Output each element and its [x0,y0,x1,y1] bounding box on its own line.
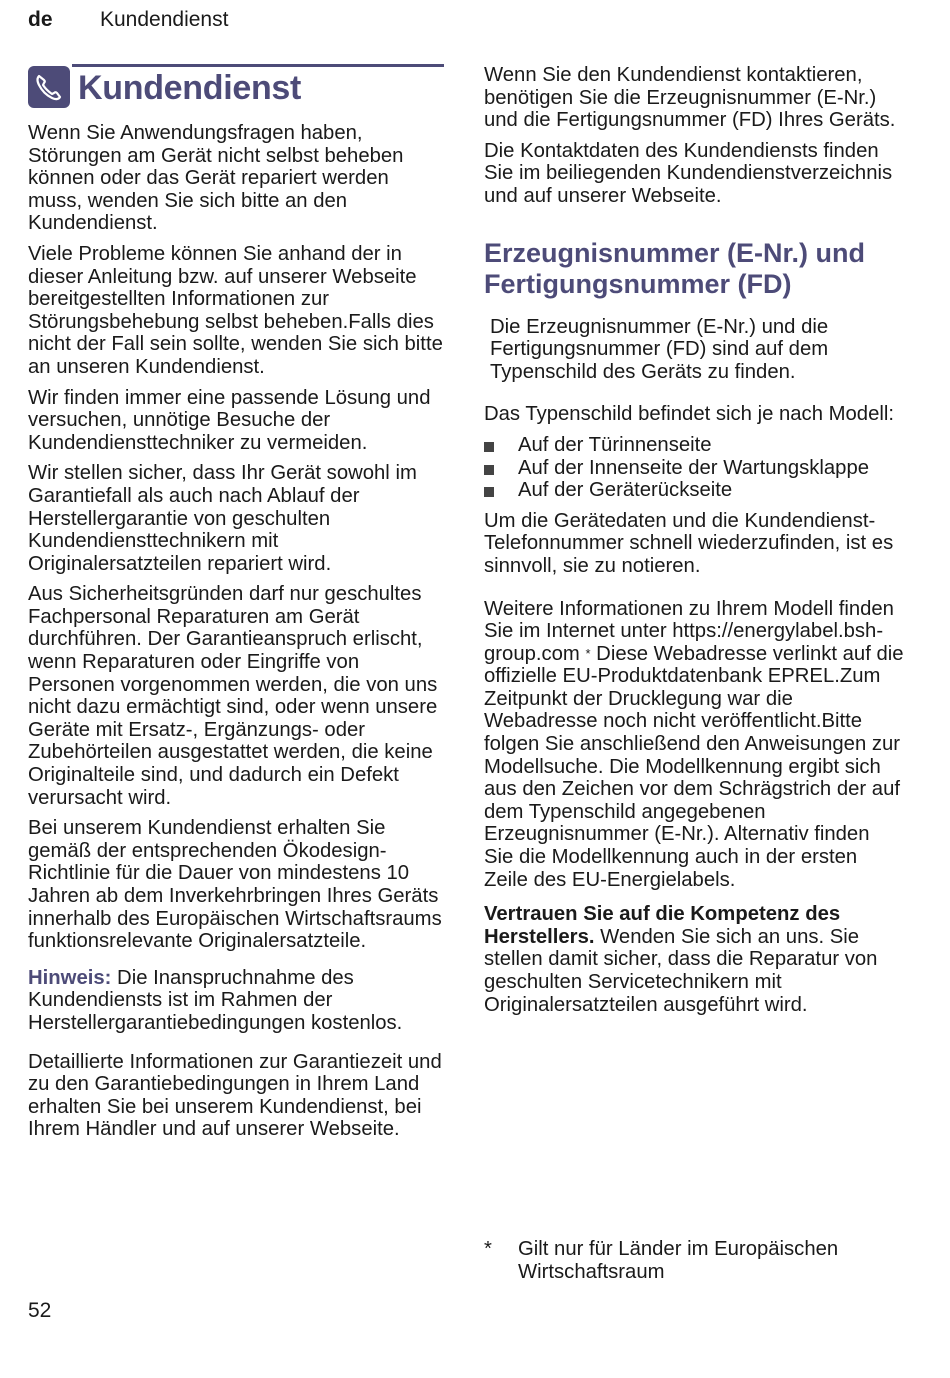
bullet-list [484,434,904,502]
list-item: Auf der Innenseite der Wartungsklappe [484,457,904,480]
paragraph: Die Kontaktdaten des Kundendiensts finden Sie im beiliegenden Kundendienstverzeichnis und auf unserer Webseite. [484,139,893,207]
note-label: Hinweis: [28,966,112,989]
paragraph: Wir stellen sicher, dass Ihr Gerät sowohl im Garantiefall als auch nach Ablauf der Herstellergarantie von geschulten Kundendiensttechnikern mit Originalersatzteilen repariert wird. [28,462,417,575]
header-title: Kundendienst [100,8,229,31]
bullet-square-icon [484,442,494,452]
section-heading [28,69,444,108]
section-title: Kundendienst [78,69,302,107]
note-paragraph [28,967,444,1035]
bullet-square-icon [484,487,494,497]
footnote-marker: * [585,645,591,661]
header-language: de [28,8,53,31]
paragraph: Wir finden immer eine passende Lösung und versuchen, unnötige Besuche der Kundendiensttechniker zu vermeiden. [28,386,431,454]
paragraph: Bei unserem Kundendienst erhalten Sie gemäß der entsprechenden Ökodesign-Richtlinie für die Dauer von mindestens 10 Jahren ab dem Inverkehrbringen Ihres Geräts innerhalb des Europäischen Wirtschaftsraums funktionsrelevante Originalersatzteile. [28,817,442,953]
phone-icon [28,66,70,108]
footnote-star: * [484,1238,492,1260]
paragraph [484,598,904,892]
subsection-title: Erzeugnisnummer (E-Nr.) und Fertigungsnummer (FD) [484,237,866,299]
paragraph: Wenn Sie Anwendungsfragen haben, Störungen am Gerät nicht selbst beheben können oder das Gerät repariert werden muss, wenden Sie sich bitte an den Kundendienst. [28,122,404,235]
paragraph-text: Wenden Sie sich an uns. Sie stellen damit sicher, dass die Reparatur von geschulten Servicetechnikern mit Originalersatzteilen ausgeführt wird. [484,925,878,1016]
paragraph: Das Typenschild befindet sich je nach Modell: [484,403,894,426]
footnote [484,1238,904,1284]
paragraph: Detaillierte Informationen zur Garantiezeit und zu den Garantiebedingungen in Ihrem Land erhalten Sie bei unserem Kundendienst, bei Ihrem Händler und auf unserer Webseite. [28,1050,442,1141]
footnote-text: Gilt nur für Länder im Europäischen Wirtschaftsraum [518,1238,839,1283]
right-column [484,64,904,1024]
bold-lead: Vertrauen Sie auf die Kompetenz des Herstellers. [484,903,841,948]
paragraph: Um die Gerätedaten und die Kundendienst-Telefonnummer schnell wiederzufinden, ist es sinnvoll, sie zu notieren. [484,509,894,577]
paragraph: Aus Sicherheitsgründen darf nur geschultes Fachpersonal Reparaturen am Gerät durchführen. Der Garantieanspruch erlischt, wenn Reparaturen oder Eingriffe von Personen vorgenommen werden, die von uns nicht dazu ermächtigt sind, oder wenn unsere Geräte mit Ersatz-, Ergänzungs- oder Zubehörteilen ausgestattet werden, die keine Originalteile sind, und dadurch ein Defekt verursacht wird. [28,583,438,809]
paragraph-text: Diese Webadresse verlinkt auf die offizielle EU-Produktdatenbank EPREL.Zum Zeitpunkt der Drucklegung war die Webadresse noch nicht veröffentlicht.Bitte folgen Sie anschließend den Anweisungen zur Modellsuche. Die Modellkennung ergibt sich aus den Zeichen vor dem Schrägstrich der auf dem Typenschild angegebenen Erzeugnisnummer (E-Nr.). Alternativ finden Sie die Modellkennung auch in der ersten Zeile des EU-Energielabels. [484,642,904,891]
left-column [28,64,444,1149]
paragraph-text: Weitere Informationen zu Ihrem Modell finden Sie im Internet unter https://energylabel.bsh-group.com [484,597,894,665]
paragraph: Viele Probleme können Sie anhand der in dieser Anleitung bzw. auf unserer Webseite bereitgestellten Informationen zur Störungsbehebung selbst beheben.Falls dies nicht der Fall sein sollte, wenden Sie sich bitte an unseren Kundendienst. [28,242,443,378]
list-item: Auf der Türinnenseite [484,434,904,457]
page-number: 52 [28,1299,52,1322]
paragraph: Die Erzeugnisnummer (E-Nr.) und die Fertigungsnummer (FD) sind auf dem Typenschild des Geräts zu finden. [490,315,829,383]
paragraph [484,903,904,1016]
section-rule [72,64,444,67]
bullet-square-icon [484,465,494,475]
list-item: Auf der Geräterückseite [484,479,904,502]
paragraph: Wenn Sie den Kundendienst kontaktieren, benötigen Sie die Erzeugnisnummer (E-Nr.) und die Fertigungsnummer (FD) Ihres Geräts. [484,64,896,132]
note-text: Die Inanspruchnahme des Kundendiensts ist im Rahmen der Herstellergarantiebedingungen kostenlos. [28,966,403,1034]
